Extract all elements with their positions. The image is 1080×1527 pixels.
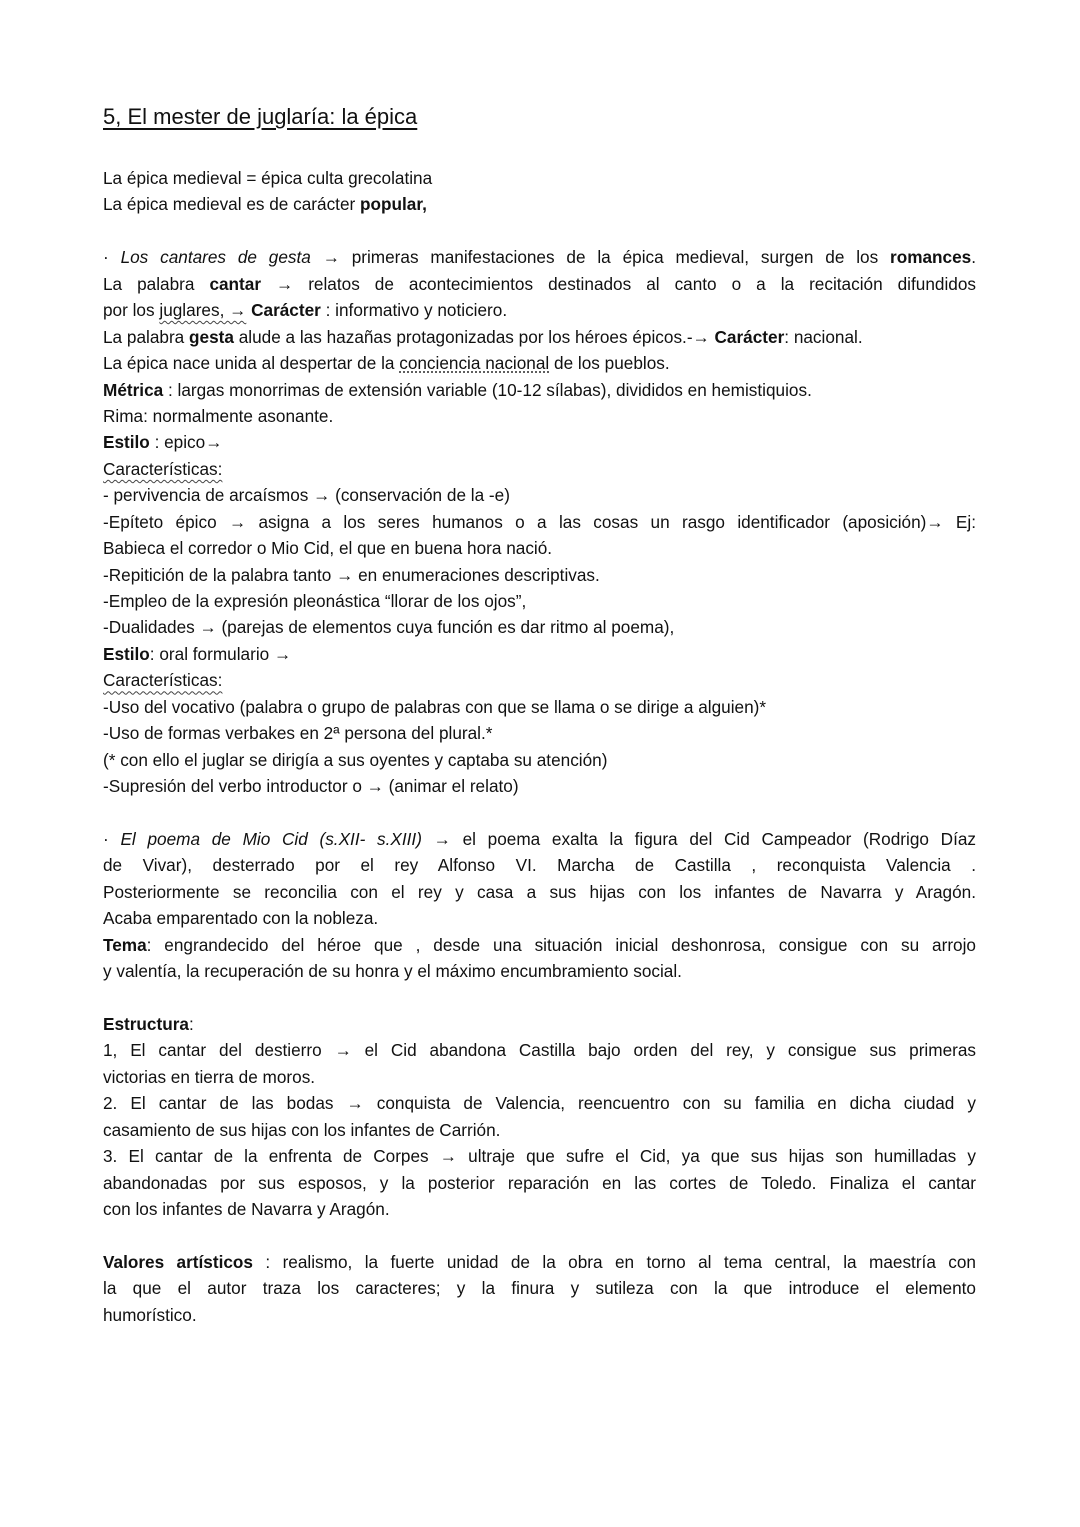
text-segment: : nacional. xyxy=(784,326,863,347)
text-line xyxy=(103,720,976,746)
text-segment: : xyxy=(188,1014,194,1034)
text-line xyxy=(103,667,976,693)
text-line xyxy=(103,456,976,482)
text-segment: la que el autor traza los caracteres; y la finura y sutileza con la que introduce el elemento xyxy=(103,1278,976,1299)
text-segment: Estilo xyxy=(103,643,150,664)
text-line xyxy=(103,1064,976,1090)
blank-line xyxy=(103,218,976,244)
text-line xyxy=(103,694,976,720)
text-segment: : largas monorrimas de extensión variable (10-12 sílabas), divididos en hemistiquios. xyxy=(163,379,812,400)
text-segment: humorístico. xyxy=(103,1304,197,1325)
text-line xyxy=(103,1117,976,1143)
text-segment: Valores artísticos xyxy=(103,1251,253,1272)
text-segment: gesta xyxy=(189,326,234,347)
text-segment: -Repitición de la palabra tanto → en enumeraciones descriptivas. xyxy=(103,564,600,585)
text-segment: -Dualidades → (parejas de elementos cuya función es dar ritmo al poema), xyxy=(103,617,675,638)
text-segment: La palabra xyxy=(103,326,190,347)
text-line xyxy=(103,614,976,640)
text-segment: Babieca el corredor o Mio Cid, el que en buena hora nació. xyxy=(103,538,553,559)
text-line xyxy=(103,1302,976,1328)
text-segment: conciencia nacional xyxy=(399,353,550,374)
text-line xyxy=(103,747,976,773)
text-line xyxy=(103,1196,976,1222)
text-segment: Tema xyxy=(103,934,147,955)
text-segment: Carácter xyxy=(714,326,785,347)
text-line xyxy=(103,403,976,429)
document-body xyxy=(103,165,976,1328)
text-segment: 3. El cantar de la enfrenta de Corpes → ultraje que sufre el Cid, ya que sus hijas son humilladas y xyxy=(103,1146,976,1167)
text-segment: de Vivar), desterrado por el rey Alfonso VI. Marcha de Castilla , reconquista Valencia . xyxy=(103,855,976,876)
text-line xyxy=(103,244,976,270)
text-segment: por los xyxy=(103,300,160,321)
blank-line xyxy=(103,1223,976,1249)
text-line xyxy=(103,641,976,667)
document-title: 5, El mester de juglaría: la épica xyxy=(103,104,418,129)
text-segment: 2. El cantar de las bodas → conquista de Valencia, reencuentro con su familia en dicha ciudad y xyxy=(103,1093,976,1114)
text-segment: cantar xyxy=(209,273,262,294)
text-line xyxy=(103,1275,976,1301)
text-line xyxy=(103,852,976,878)
text-segment: : oral formulario → xyxy=(149,643,292,664)
text-line xyxy=(103,932,976,958)
text-segment: Estilo xyxy=(103,432,150,453)
text-segment: -Empleo de la expresión pleonástica “llorar de los ojos”, xyxy=(103,591,527,611)
text-line xyxy=(103,1249,976,1275)
text-segment: La épica medieval = épica culta grecolatina xyxy=(103,168,433,188)
text-segment: → relatos de acontecimientos destinados al canto o a la recitación difundidos xyxy=(261,273,976,294)
text-segment: casamiento de sus hijas con los infantes de Carrión. xyxy=(103,1119,501,1140)
text-line xyxy=(103,165,976,191)
text-segment: : epico→ xyxy=(149,432,223,453)
text-segment: Métrica xyxy=(103,379,164,400)
text-segment: juglares, → xyxy=(159,300,247,321)
text-segment: Características: xyxy=(103,458,223,479)
text-segment: Los cantares de gesta xyxy=(120,247,311,268)
text-line xyxy=(103,535,976,561)
text-line xyxy=(103,191,976,217)
text-segment: 1, El cantar del destierro → el Cid abandona Castilla bajo orden del rey, y consigue sus primeras xyxy=(103,1040,976,1061)
text-segment: Carácter xyxy=(251,300,321,321)
text-line xyxy=(103,509,976,535)
text-segment: El poema de Mio Cid (s.XII- s.XIII) xyxy=(120,828,422,849)
text-segment: · xyxy=(103,247,121,268)
text-line xyxy=(103,958,976,984)
text-line xyxy=(103,1037,976,1063)
text-segment: abandonadas por sus esposos, y la posterior reparación en las cortes de Toledo. Finaliza el cantar xyxy=(103,1172,976,1193)
text-segment: → el poema exalta la figura del Cid Campeador (Rodrigo Díaz xyxy=(421,828,977,849)
text-line xyxy=(103,271,976,297)
text-segment: victorias en tierra de moros. xyxy=(103,1066,316,1087)
text-segment: La épica medieval es de carácter xyxy=(103,194,360,215)
text-segment: : informativo y noticiero. xyxy=(320,300,508,321)
text-segment: popular, xyxy=(360,194,427,215)
text-segment: -Uso del vocativo (palabra o grupo de palabras con que se llama o se dirige a alguien)* xyxy=(103,696,767,717)
text-segment: Rima: normalmente asonante. xyxy=(103,405,334,426)
text-segment: (* con ello el juglar se dirigía a sus oyentes y captaba su atención) xyxy=(103,749,608,770)
text-segment: romances xyxy=(890,247,972,268)
text-line xyxy=(103,879,976,905)
text-segment: La épica nace unida al despertar de la xyxy=(103,353,400,374)
text-line xyxy=(103,826,976,852)
text-line xyxy=(103,1143,976,1169)
text-segment: -Supresión del verbo introductor o → (animar el relato) xyxy=(103,776,519,797)
text-segment: - pervivencia de arcaísmos → (conservación de la -e) xyxy=(103,485,510,506)
text-line xyxy=(103,1011,976,1037)
text-line xyxy=(103,1170,976,1196)
text-segment: : realismo, la fuerte unidad de la obra en torno al tema central, la maestría con xyxy=(252,1251,976,1272)
text-line xyxy=(103,429,976,455)
text-segment: Estructura xyxy=(103,1014,189,1034)
text-segment: La palabra xyxy=(103,273,210,294)
text-segment: alude a las hazañas protagonizadas por los héroes épicos.-→ xyxy=(233,326,715,347)
text-line xyxy=(103,1090,976,1116)
blank-line xyxy=(103,800,976,826)
text-line xyxy=(103,905,976,931)
text-segment: de los pueblos. xyxy=(549,353,670,374)
text-line xyxy=(103,588,976,614)
text-segment: -Uso de formas verbakes en 2ª persona del plural.* xyxy=(103,723,493,744)
text-segment: Acaba emparentado con la nobleza. xyxy=(103,908,379,929)
text-segment: · xyxy=(103,828,121,849)
text-segment: -Epíteto épico → asigna a los seres humanos o a las cosas un rasgo identificador (aposición)→ Ej: xyxy=(103,511,976,532)
text-line xyxy=(103,482,976,508)
text-line xyxy=(103,377,976,403)
text-segment: . xyxy=(971,247,977,268)
blank-line xyxy=(103,985,976,1011)
text-segment: y valentía, la recuperación de su honra y el máximo encumbramiento social. xyxy=(103,961,682,982)
text-segment: → primeras manifestaciones de la épica medieval, surgen de los xyxy=(310,247,891,268)
text-segment: Posteriormente se reconcilia con el rey y casa a sus hijas con los infantes de Navarra y Aragón. xyxy=(103,881,976,902)
text-line xyxy=(103,324,976,350)
text-line xyxy=(103,350,976,376)
text-segment: Características: xyxy=(103,670,223,691)
text-line xyxy=(103,773,976,799)
text-segment: con los infantes de Navarra y Aragón. xyxy=(103,1199,390,1220)
text-line xyxy=(103,562,976,588)
text-segment: : engrandecido del héroe que , desde una situación inicial deshonrosa, consigue con su arrojo xyxy=(146,934,976,955)
text-line xyxy=(103,297,976,323)
